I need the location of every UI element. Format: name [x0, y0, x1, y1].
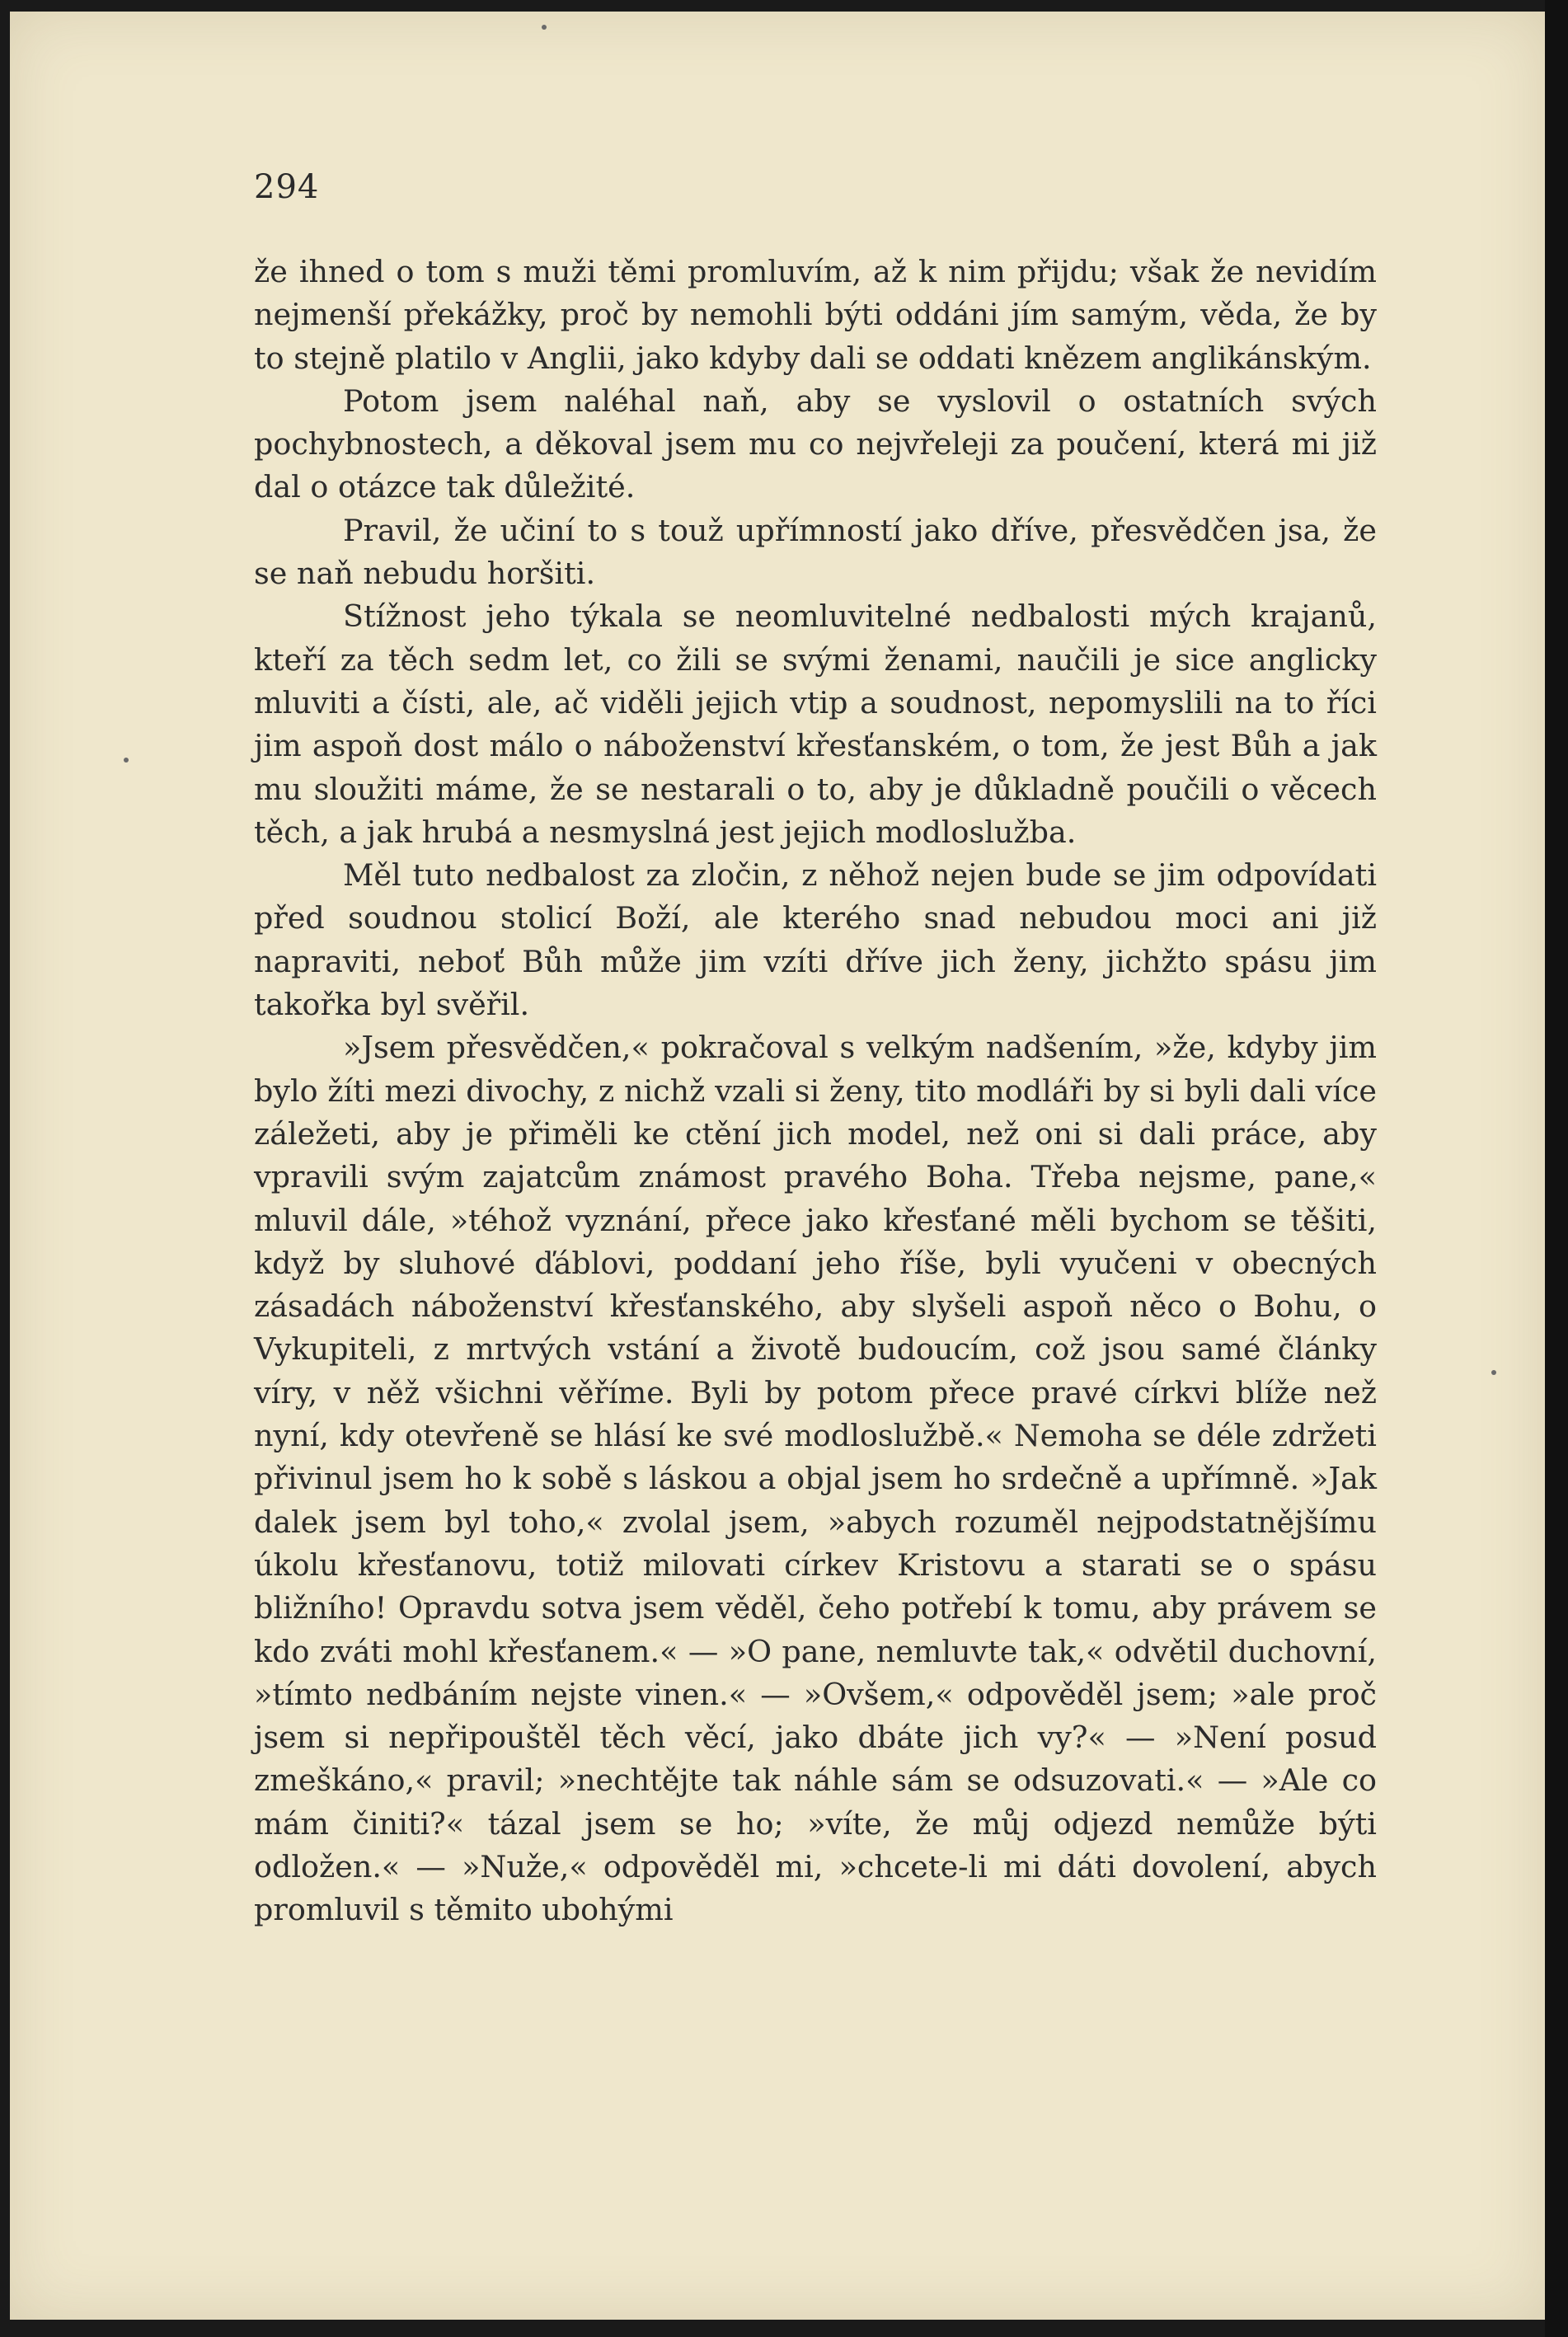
paragraph-1: že ihned o tom s muži těmi promluvím, až k nim přijdu; však že nevidím nejmenší překážky, proč by nemohli býti oddáni jím samým, věda, že by to stejně platilo v Anglii, jako kdyby dali se oddati knězem anglikánským. — [254, 254, 1377, 376]
paper-speck — [124, 758, 129, 763]
scan-edge — [1545, 0, 1568, 2337]
paper-speck — [542, 25, 547, 30]
book-page — [10, 12, 1545, 2320]
body-text — [254, 251, 1377, 1932]
paragraph-4: Stížnost jeho týkala se neomluvitelné nedbalosti mých krajanů, kteří za těch sedm let, co žili se svými ženami, naučili je sice anglicky mluviti a čísti, ale, ač viděli jejich vtip a soudnost, nepomyslili na to říci jim aspoň dost málo o náboženství křesťanském, o tom, že jest Bůh a jak mu sloužiti máme, že se nestarali o to, aby je důkladně poučili o věcech těch, a jak hrubá a nesmyslná jest jejich modloslužba. — [254, 598, 1377, 850]
page-number: 294 — [254, 168, 320, 206]
paper-speck — [1491, 1370, 1496, 1375]
paragraph-3: Pravil, že učiní to s touž upřímností jako dříve, přesvědčen jsa, že se naň nebudu horšiti. — [254, 512, 1377, 592]
paragraph-6: »Jsem přesvědčen,« pokračoval s velkým nadšením, »že, kdyby jim bylo žíti mezi divochy, z nichž vzali si ženy, tito modláři by si byli dali více záležeti, aby je přiměli ke ctění jich model, než oni si dali práce, aby vpravili svým zajatcům známost pravého Boha. Třeba nejsme, pane,« mluvil dále, »téhož vyznání, přece jako křesťané měli bychom se těšiti, když by sluhové ďáblovi, poddaní jeho říše, byli vyučeni v obecných zásadách náboženství křesťanského, aby slyšeli aspoň něco o Bohu, o Vykupiteli, z mrtvých vstání a životě budoucím, což jsou samé články víry, v něž všichni věříme. Byli by potom přece pravé církvi blíže než nyní, kdy otevřeně se hlásí ke své modloslužbě.« Nemoha se déle zdržeti přivinul jsem ho k sobě s láskou a objal jsem ho srdečně a upřímně. »Jak dalek jsem byl toho,« zvolal jsem, »abych rozuměl nejpodstatnějšímu úkolu křesťanovu, totiž milovati církev Kristovu a starati se o spásu bližního! Opravdu sotva jsem věděl, čeho potřebí k tomu, aby právem se kdo zváti mohl křesťanem.« — »O pane, nemluvte tak,« odvětil duchovní, »tímto nedbáním nejste vinen.« — »Ovšem,« odpověděl jsem; »ale proč jsem si nepřipouštěl těch věcí, jako dbáte jich vy?« — »Není posud zmeškáno,« pravil; »nechtějte tak náhle sám se odsuzovati.« — »Ale co mám činiti?« tázal jsem se ho; »víte, že můj odjezd nemůže býti odložen.« — »Nuže,« odpověděl mi, »chcete-li mi dáti dovolení, abych promluvil s těmito ubohými — [254, 1030, 1377, 1928]
paragraph-2: Potom jsem naléhal naň, aby se vyslovil o ostatních svých pochybnostech, a děkoval jsem mu co nejvřeleji za poučení, která mi již dal o otázce tak důležité. — [254, 382, 1377, 505]
paragraph-5: Měl tuto nedbalost za zločin, z něhož nejen bude se jim odpovídati před soudnou stolicí Boží, ale kterého snad nebudou moci ani již napraviti, neboť Bůh může jim vzíti dříve jich ženy, jichžto spásu jim takořka byl svěřil. — [254, 857, 1377, 1023]
